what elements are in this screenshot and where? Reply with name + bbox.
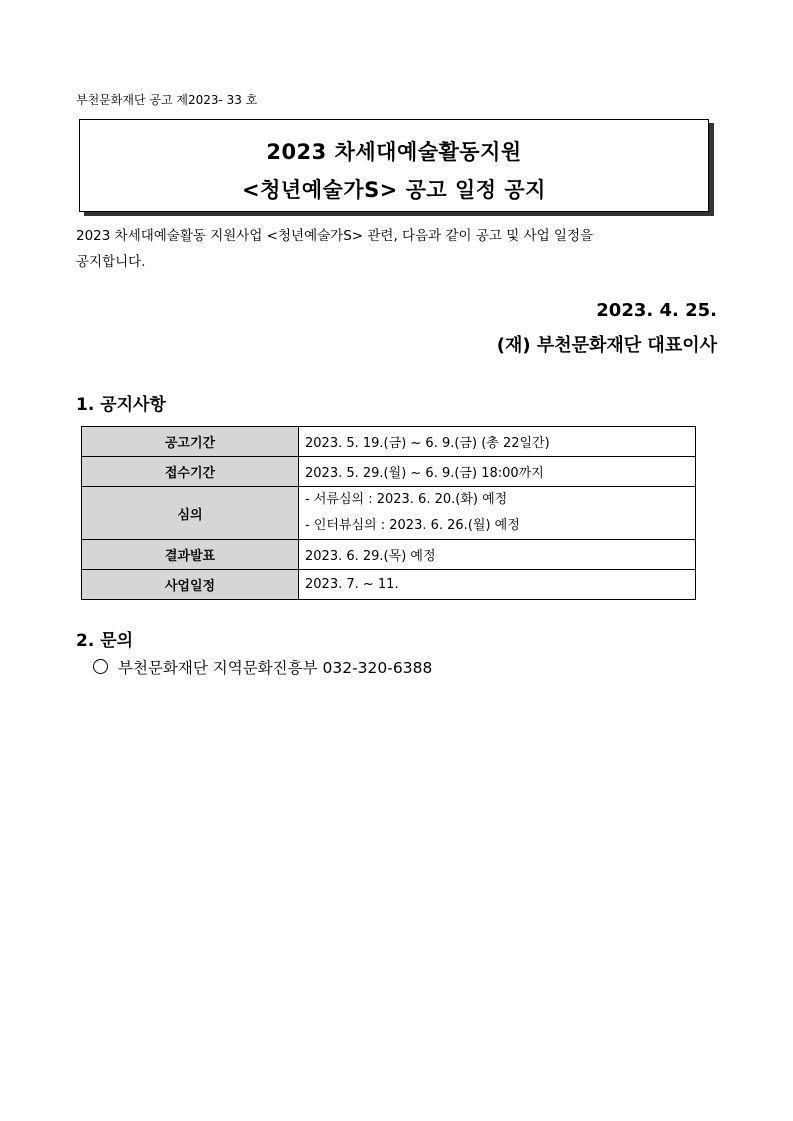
- circle-bullet-icon: [93, 659, 108, 674]
- intro-paragraph: [76, 223, 716, 275]
- section-2-title: 2. 문의: [76, 631, 134, 651]
- row-label: 결과발표: [82, 540, 299, 570]
- table-row: [82, 487, 696, 540]
- row-label: 사업일정: [82, 570, 299, 600]
- review-item: - 인터뷰심의 : 2023. 6. 26.(월) 예정: [305, 518, 520, 533]
- title-box: [79, 119, 709, 212]
- contact-text: 부천문화재단 지역문화진흥부 032-320-6388: [118, 659, 433, 677]
- table-row: [82, 570, 696, 600]
- table-row: [82, 427, 696, 457]
- table-row: [82, 457, 696, 487]
- row-value: 2023. 5. 29.(월) ~ 6. 9.(금) 18:00까지: [299, 457, 696, 487]
- schedule-table: [81, 426, 696, 600]
- row-value: 2023. 6. 29.(목) 예정: [299, 540, 696, 570]
- row-value: [299, 487, 696, 540]
- row-value: 2023. 7. ~ 11.: [299, 570, 696, 600]
- review-item: - 서류심의 : 2023. 6. 20.(화) 예정: [305, 492, 508, 507]
- title-line-2: <청년예술가S> 공고 일정 공지: [242, 178, 546, 202]
- row-label: 심의: [82, 487, 299, 540]
- section-1-title: 1. 공지사항: [76, 395, 166, 415]
- title-line-1: 2023 차세대예술활동지원: [266, 140, 522, 164]
- intro-line-1: 2023 차세대예술활동 지원사업 <청년예술가S> 관련, 다음과 같이 공고 및 사업 일정을: [76, 228, 594, 244]
- row-value: 2023. 5. 19.(금) ~ 6. 9.(금) (총 22일간): [299, 427, 696, 457]
- notice-date: 2023. 4. 25.: [596, 300, 717, 321]
- contact-line: [93, 656, 432, 678]
- row-label: 접수기간: [82, 457, 299, 487]
- table-row: [82, 540, 696, 570]
- row-label: 공고기간: [82, 427, 299, 457]
- issuer: (재) 부천문화재단 대표이사: [496, 335, 717, 356]
- intro-line-2: 공지합니다.: [76, 254, 146, 270]
- notice-number: 부천문화재단 공고 제2023- 33 호: [76, 93, 258, 107]
